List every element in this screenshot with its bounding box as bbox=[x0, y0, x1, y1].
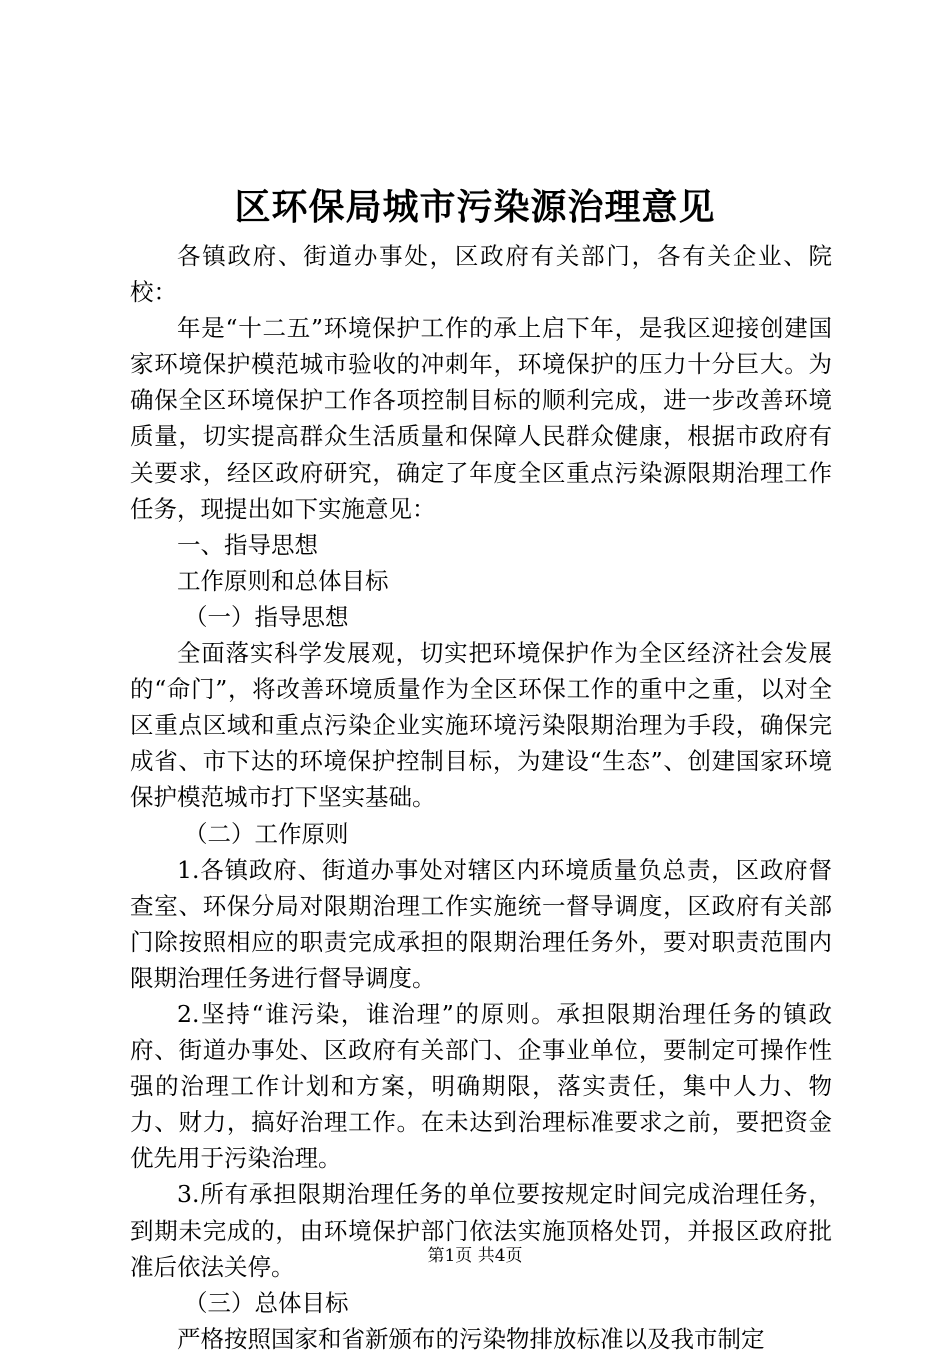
document-body bbox=[130, 238, 832, 1357]
section-heading: 工作原则和总体目标 bbox=[177, 566, 389, 595]
salutation: 各镇政府、街道办事处，区政府有关部门，各有关企业、院校： bbox=[130, 242, 832, 307]
section-heading: 一、指导思想 bbox=[177, 530, 318, 559]
body-paragraph: 全面落实科学发展观，切实把环境保护作为全区经济社会发展的“命门”，将改善环境质量作为全区环保工作的重中之重，以对全区重点区域和重点污染企业实施环境污染限期治理为手段，确保完成省、市下达的环境保护控制目标，为建设“生态”、创建国家环境保护模范城市打下坚实基础。 bbox=[130, 639, 832, 812]
body-paragraph: 严格按照国家和省新颁布的污染物排放标准以及我市制定 bbox=[177, 1324, 765, 1353]
document-title: 区环保局城市污染源治理意见 bbox=[234, 186, 716, 228]
list-item: 3.所有承担限期治理任务的单位要按规定时间完成治理任务，到期未完成的，由环境保护部门依法实施顶格处罚，并报区政府批准后依法关停。 bbox=[130, 1180, 832, 1281]
subsection-heading: （三）总体目标 bbox=[184, 1288, 349, 1317]
list-item: 1.各镇政府、街道办事处对辖区内环境质量负总责，区政府督查室、环保分局对限期治理工作实施统一督导调度，区政府有关部门除按照相应的职责完成承担的限期治理任务外，要对职责范围内限期治理任务进行督导调度。 bbox=[130, 855, 832, 992]
intro-paragraph: 年是“十二五”环境保护工作的承上启下年，是我区迎接创建国家环境保护模范城市验收的冲刺年，环境保护的压力十分巨大。为确保全区环境保护工作各项控制目标的顺利完成，进一步改善环境质量，切实提高群众生活质量和保障人民群众健康，根据市政府有关要求，经区政府研究，确定了年度全区重点污染源限期治理工作任务，现提出如下实施意见： bbox=[130, 314, 832, 523]
subsection-heading: （二）工作原则 bbox=[184, 819, 349, 848]
page-number-footer: 第1页 共4页 bbox=[427, 1246, 523, 1266]
subsection-heading: （一）指导思想 bbox=[184, 602, 349, 631]
list-item: 2.坚持“谁污染，谁治理”的原则。承担限期治理任务的镇政府、街道办事处、区政府有关部门、企事业单位，要制定可操作性强的治理工作计划和方案，明确期限，落实责任，集中人力、物力、财力，搞好治理工作。在未达到治理标准要求之前，要把资金优先用于污染治理。 bbox=[130, 999, 832, 1173]
